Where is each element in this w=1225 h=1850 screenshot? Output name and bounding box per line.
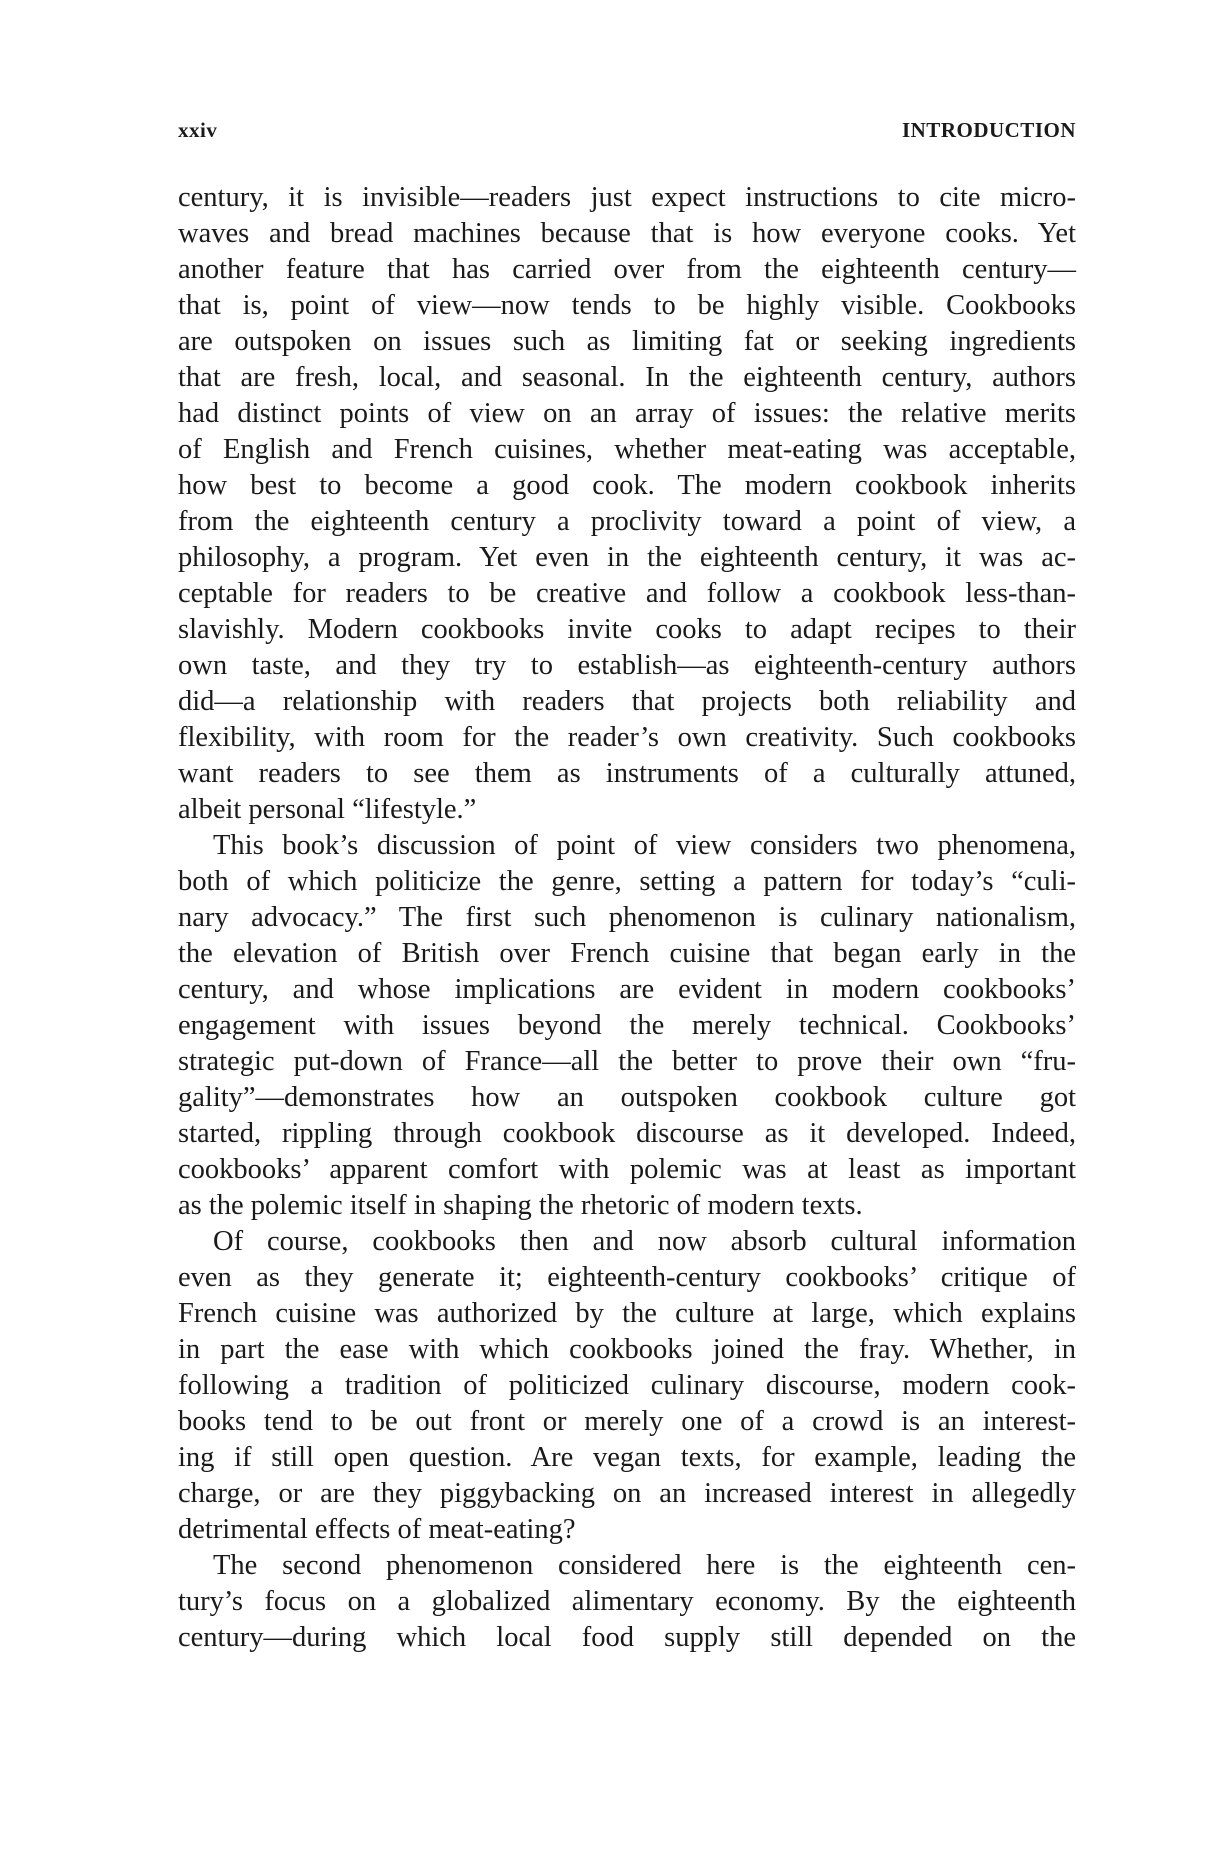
paragraph <box>178 1224 1076 1548</box>
text-line: century, it is invisible—readers just expect instructions to cite micro- <box>178 182 1076 213</box>
text-line: tury’s focus on a globalized alimentary economy. By the eighteenth <box>178 1586 1076 1617</box>
text-line: cookbooks’ apparent comfort with polemic was at least as important <box>178 1154 1076 1185</box>
text-line: engagement with issues beyond the merely technical. Cookbooks’ <box>178 1010 1076 1041</box>
page-number: xxiv <box>178 118 218 142</box>
text-line: that is, point of view—now tends to be highly visible. Cookbooks <box>178 290 1076 321</box>
text-line: French cuisine was authorized by the culture at large, which explains <box>178 1298 1076 1329</box>
text-line: how best to become a good cook. The modern cookbook inherits <box>178 470 1076 501</box>
text-line: did—a relationship with readers that projects both reliability and <box>178 686 1076 717</box>
text-line: century—during which local food supply still depended on the <box>178 1622 1076 1653</box>
text-line: books tend to be out front or merely one of a crowd is an interest- <box>178 1406 1076 1437</box>
running-head-title: INTRODUCTION <box>901 118 1076 142</box>
text-line: waves and bread machines because that is how everyone cooks. Yet <box>178 218 1076 249</box>
text-line: both of which politicize the genre, setting a pattern for today’s “culi- <box>178 866 1076 897</box>
text-line: the elevation of British over French cuisine that began early in the <box>178 938 1076 969</box>
text-line: Of course, cookbooks then and now absorb cultural information <box>213 1226 1076 1257</box>
paragraph <box>178 180 1076 828</box>
text-line: detrimental effects of meat-eating? <box>178 1514 576 1545</box>
text-line: The second phenomenon considered here is the eighteenth cen- <box>213 1550 1076 1581</box>
text-line: even as they generate it; eighteenth-century cookbooks’ critique of <box>178 1262 1076 1293</box>
text-line: are outspoken on issues such as limiting fat or seeking ingredients <box>178 326 1076 357</box>
text-line: charge, or are they piggybacking on an increased interest in allegedly <box>178 1478 1076 1509</box>
text-line: had distinct points of view on an array of issues: the relative merits <box>178 398 1076 429</box>
text-line: in part the ease with which cookbooks joined the fray. Whether, in <box>178 1334 1076 1365</box>
text-line: that are fresh, local, and seasonal. In the eighteenth century, authors <box>178 362 1076 393</box>
text-line: ceptable for readers to be creative and follow a cookbook less-than- <box>178 578 1076 609</box>
text-line: another feature that has carried over from the eighteenth century— <box>178 254 1076 285</box>
text-line: gality”—demonstrates how an outspoken cookbook culture got <box>178 1082 1076 1113</box>
text-line: philosophy, a program. Yet even in the eighteenth century, it was ac- <box>178 542 1076 573</box>
text-line: strategic put-down of France—all the better to prove their own “fru- <box>178 1046 1076 1077</box>
text-line: century, and whose implications are evident in modern cookbooks’ <box>178 974 1076 1005</box>
text-line: nary advocacy.” The first such phenomenon is culinary nationalism, <box>178 902 1076 933</box>
text-line: ing if still open question. Are vegan texts, for example, leading the <box>178 1442 1076 1473</box>
text-line: flexibility, with room for the reader’s own creativity. Such cookbooks <box>178 722 1076 753</box>
running-head <box>178 118 1076 148</box>
text-line: want readers to see them as instruments of a culturally attuned, <box>178 758 1076 789</box>
text-line: albeit personal “lifestyle.” <box>178 794 477 825</box>
text-line: This book’s discussion of point of view considers two phenomena, <box>213 830 1076 861</box>
text-line: from the eighteenth century a proclivity toward a point of view, a <box>178 506 1076 537</box>
paragraph <box>178 1548 1076 1656</box>
text-line: following a tradition of politicized culinary discourse, modern cook- <box>178 1370 1076 1401</box>
text-line: own taste, and they try to establish—as eighteenth-century authors <box>178 650 1076 681</box>
body-text <box>178 180 1076 1656</box>
text-line: as the polemic itself in shaping the rhetoric of modern texts. <box>178 1190 863 1221</box>
text-line: started, rippling through cookbook discourse as it developed. Indeed, <box>178 1118 1076 1149</box>
paragraph <box>178 828 1076 1224</box>
text-line: of English and French cuisines, whether meat-eating was acceptable, <box>178 434 1076 465</box>
text-line: slavishly. Modern cookbooks invite cooks to adapt recipes to their <box>178 614 1076 645</box>
